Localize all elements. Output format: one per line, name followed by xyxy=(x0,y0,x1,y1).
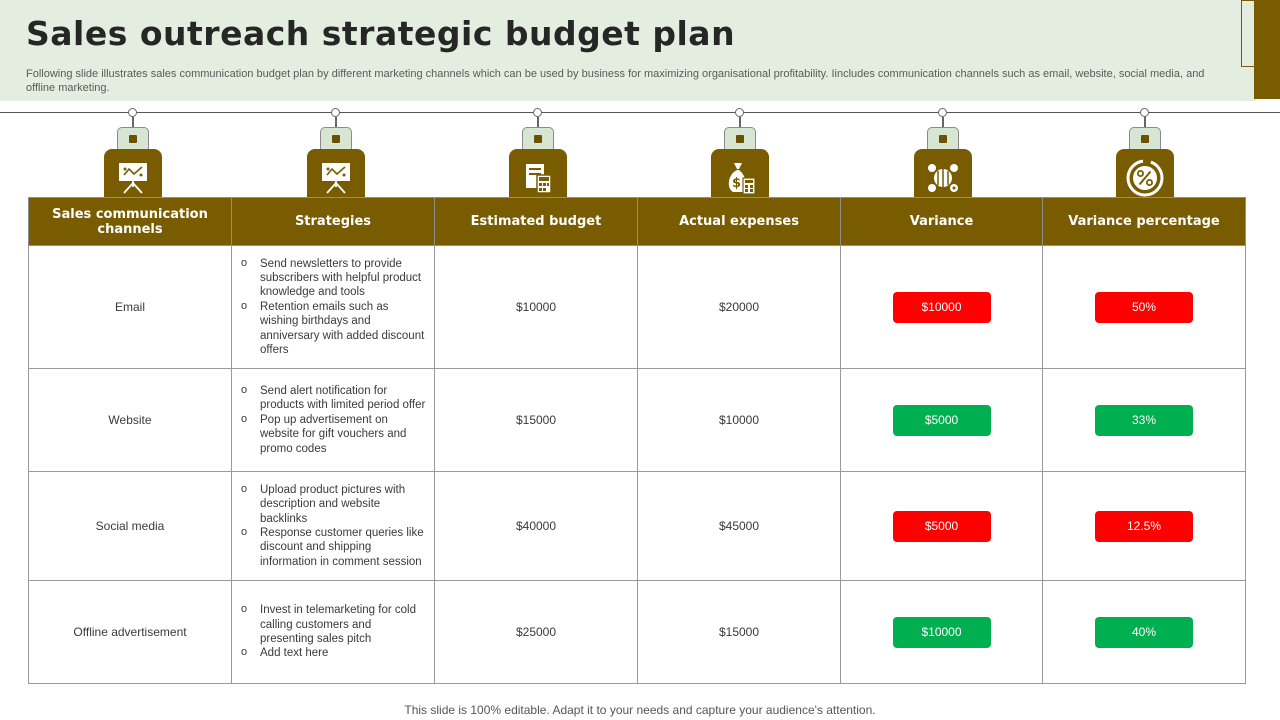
connector-stem xyxy=(537,117,539,127)
connector-dot xyxy=(1140,108,1149,117)
icon-tab xyxy=(320,127,352,151)
connector-stem xyxy=(132,117,134,127)
divider-line xyxy=(0,112,1280,113)
icon-unit-channels xyxy=(103,107,163,207)
estimated-budget-cell: $25000 xyxy=(435,581,638,684)
strategy-item: o Send alert notification for products with limited period offer xyxy=(240,384,428,413)
budget-table xyxy=(28,197,1246,684)
connector-stem xyxy=(335,117,337,127)
variance-badge: $5000 xyxy=(893,405,991,436)
strategies-cell xyxy=(232,472,435,581)
icon-unit-variance-percentage xyxy=(1115,107,1175,207)
strategies-cell xyxy=(232,581,435,684)
actual-expenses-cell: $15000 xyxy=(638,581,841,684)
icon-unit-strategies xyxy=(306,107,366,207)
variance-badge: $10000 xyxy=(893,292,991,323)
strategy-item: o Send newsletters to provide subscribers with helpful product knowledge and tools xyxy=(240,257,428,300)
variance-percentage-cell xyxy=(1043,246,1246,369)
col-header-variance: Variance xyxy=(841,198,1043,246)
variance-percentage-badge: 12.5% xyxy=(1095,511,1193,542)
col-header-channels: Sales communication channels xyxy=(29,198,232,246)
icon-tab xyxy=(927,127,959,151)
channel-cell: Social media xyxy=(29,472,232,581)
variance-cell xyxy=(841,472,1043,581)
channel-cell: Offline advertisement xyxy=(29,581,232,684)
variance-cell xyxy=(841,581,1043,684)
estimated-budget-cell: $10000 xyxy=(435,246,638,369)
variance-percentage-cell xyxy=(1043,369,1246,472)
variance-badge: $5000 xyxy=(893,511,991,542)
variance-cell xyxy=(841,246,1043,369)
actual-expenses-cell: $10000 xyxy=(638,369,841,472)
col-header-estimated-budget: Estimated budget xyxy=(435,198,638,246)
variance-percentage-badge: 50% xyxy=(1095,292,1193,323)
actual-expenses-cell: $20000 xyxy=(638,246,841,369)
connector-dot xyxy=(128,108,137,117)
strategy-item: o Invest in telemarketing for cold calling customers and presenting sales pitch xyxy=(240,603,428,646)
page-title: Sales outreach strategic budget plan xyxy=(26,14,736,53)
connector-stem xyxy=(942,117,944,127)
table-header-row xyxy=(29,198,1246,246)
icon-tab xyxy=(117,127,149,151)
strategy-item: o Upload product pictures with description and website backlinks xyxy=(240,483,428,526)
strategy-item: o Retention emails such as wishing birthdays and anniversary with added discount offers xyxy=(240,300,428,358)
table-row xyxy=(29,581,1246,684)
table-row xyxy=(29,246,1246,369)
actual-expenses-cell: $45000 xyxy=(638,472,841,581)
col-header-actual-expenses: Actual expenses xyxy=(638,198,841,246)
connector-dot xyxy=(938,108,947,117)
icon-unit-actual xyxy=(710,107,770,207)
footer-note: This slide is 100% editable. Adapt it to your needs and capture your audience's attention. xyxy=(404,703,876,717)
channel-cell: Website xyxy=(29,369,232,472)
channel-cell: Email xyxy=(29,246,232,369)
estimated-budget-cell: $15000 xyxy=(435,369,638,472)
variance-percentage-cell xyxy=(1043,581,1246,684)
variance-badge: $10000 xyxy=(893,617,991,648)
svg-text:$: $ xyxy=(732,175,742,191)
variance-percentage-badge: 40% xyxy=(1095,617,1193,648)
icon-unit-variance xyxy=(913,107,973,207)
variance-percentage-cell xyxy=(1043,472,1246,581)
page-subtitle: Following slide illustrates sales communication budget plan by different marketing channels which can be used by business for maximizing organisational profitability. Iincludes communication channels such as email, website, social media, and offline marketing. xyxy=(26,68,1205,94)
strategy-item: o Pop up advertisement on website for gift vouchers and promo codes xyxy=(240,413,428,456)
icon-tab xyxy=(1129,127,1161,151)
strategies-cell xyxy=(232,369,435,472)
connector-stem xyxy=(739,117,741,127)
strategies-cell xyxy=(232,246,435,369)
corner-accent-frame xyxy=(1241,0,1269,67)
col-header-variance-percentage: Variance percentage xyxy=(1043,198,1246,246)
variance-percentage-badge: 33% xyxy=(1095,405,1193,436)
header-band xyxy=(0,0,1256,101)
strategy-item: o Add text here xyxy=(240,646,428,660)
connector-dot xyxy=(533,108,542,117)
icon-tab xyxy=(724,127,756,151)
estimated-budget-cell: $40000 xyxy=(435,472,638,581)
table-row xyxy=(29,472,1246,581)
strategy-item: o Response customer queries like discount and shipping information in comment session xyxy=(240,526,428,569)
connector-stem xyxy=(1144,117,1146,127)
variance-cell xyxy=(841,369,1043,472)
icon-unit-estimated xyxy=(508,107,568,207)
icon-tab xyxy=(522,127,554,151)
col-header-strategies: Strategies xyxy=(232,198,435,246)
table-row xyxy=(29,369,1246,472)
connector-dot xyxy=(331,108,340,117)
connector-dot xyxy=(735,108,744,117)
